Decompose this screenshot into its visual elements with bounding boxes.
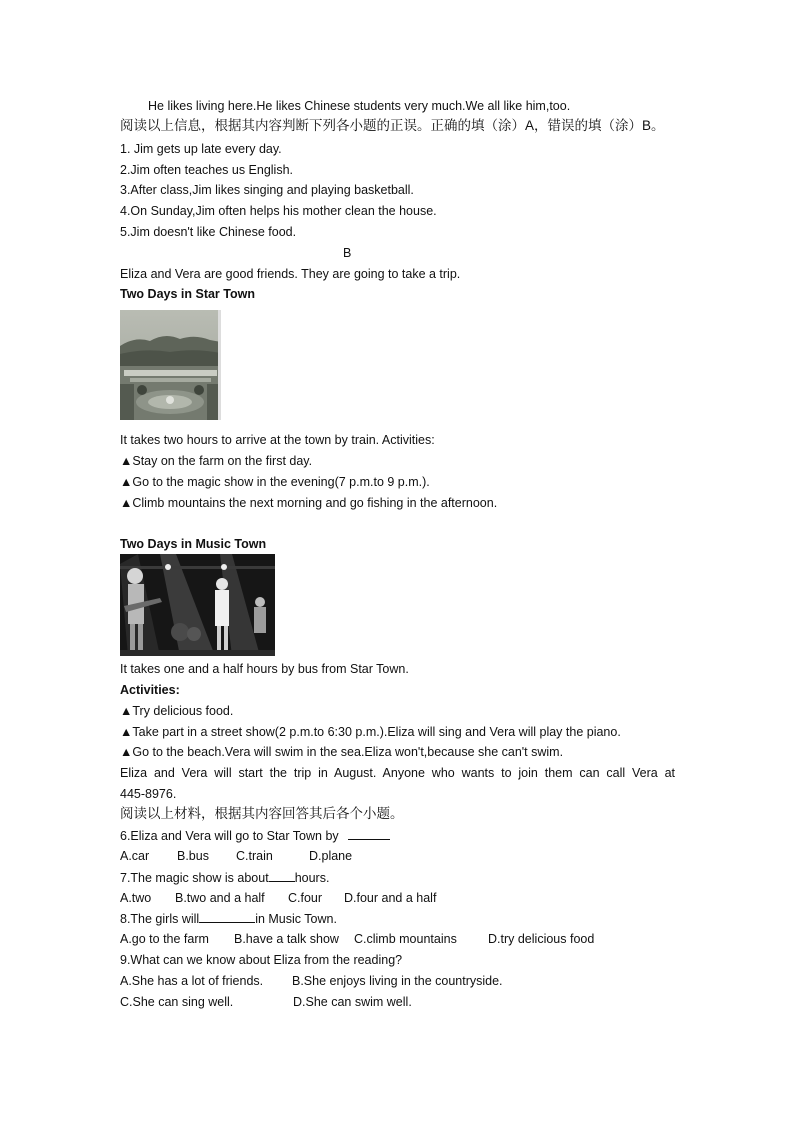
q6-option-a: A.car [120, 849, 150, 863]
q6-option-d: D.plane [309, 849, 353, 863]
music-town-travel: It takes one and a half hours by bus from Star Town. [120, 662, 409, 676]
instruction-answer: 阅读以上材料，根据其内容回答其后各个小题。 [120, 806, 404, 821]
statement-4: 4.On Sunday,Jim often helps his mother clean the house. [120, 204, 437, 218]
q9-option-d: D.She can swim well. [293, 995, 412, 1009]
q8-option-a: A.go to the farm [120, 932, 209, 946]
question-8-stem: 8.The girls will [120, 912, 200, 926]
q8-option-d: D.try delicious food [488, 932, 595, 946]
q7-option-d: D.four and a half [344, 891, 437, 905]
statement-1: 1. Jim gets up late every day. [120, 142, 282, 156]
music-town-activity-2: ▲Take part in a street show(2 p.m.to 6:30 p.m.).Eliza will sing and Vera will play the piano. [120, 725, 621, 739]
intro-line: He likes living here.He likes Chinese students very much.We all like him,too. [148, 99, 571, 113]
statement-5: 5.Jim doesn't like Chinese food. [120, 225, 297, 239]
music-town-activity-1: ▲Try delicious food. [120, 704, 234, 718]
star-town-photo [120, 310, 221, 420]
q9-option-b: B.She enjoys living in the countryside. [292, 974, 503, 988]
music-town-photo [120, 554, 275, 656]
star-town-travel: It takes two hours to arrive at the town by train. Activities: [120, 433, 435, 447]
question-9: 9.What can we know about Eliza from the reading? [120, 953, 403, 967]
section-b-intro: Eliza and Vera are good friends. They are going to take a trip. [120, 267, 461, 281]
star-town-activity-2: ▲Go to the magic show in the evening(7 p.m.to 9 p.m.). [120, 475, 430, 489]
question-8-stem-end: in Music Town. [255, 912, 337, 926]
question-7-stem: 7.The magic show is about [120, 871, 269, 885]
question-8 [120, 910, 337, 927]
answer-blank-6 [348, 827, 390, 840]
star-town-title: Two Days in Star Town [120, 287, 255, 301]
star-town-activity-3: ▲Climb mountains the next morning and go fishing in the afternoon. [120, 496, 498, 510]
q7-option-b: B.two and a half [175, 891, 265, 905]
question-6-stem: 6.Eliza and Vera will go to Star Town by [120, 829, 339, 843]
closing-line-1: Eliza and Vera will start the trip in August. Anyone who wants to join them can call Vera at [120, 766, 675, 780]
q8-option-b: B.have a talk show [234, 932, 339, 946]
section-b-label: B [343, 246, 352, 260]
star-town-activity-1: ▲Stay on the farm on the first day. [120, 454, 313, 468]
answer-blank-7 [269, 869, 295, 882]
music-town-activity-3: ▲Go to the beach.Vera will swim in the sea.Eliza won't,because she can't swim. [120, 745, 564, 759]
q6-option-b: B.bus [177, 849, 209, 863]
q9-option-a: A.She has a lot of friends. [120, 974, 264, 988]
answer-blank-8 [199, 910, 255, 923]
question-7 [120, 869, 329, 886]
statement-3: 3.After class,Jim likes singing and playing basketball. [120, 183, 414, 197]
q8-option-c: C.climb mountains [354, 932, 457, 946]
question-7-stem-end: hours. [294, 871, 330, 885]
closing-line-2: 445-8976. [120, 787, 177, 801]
statement-2: 2.Jim often teaches us English. [120, 163, 294, 177]
q7-option-a: A.two [120, 891, 152, 905]
music-town-activities-label: Activities: [120, 683, 180, 697]
q7-option-c: C.four [288, 891, 323, 905]
question-6 [120, 827, 390, 844]
instruction-true-false: 阅读以上信息，根据其内容判断下列各小题的正误。正确的填（涂）A，错误的填（涂）B。 [120, 118, 665, 133]
q6-option-c: C.train [236, 849, 273, 863]
music-town-title: Two Days in Music Town [120, 537, 267, 551]
q9-option-c: C.She can sing well. [120, 995, 234, 1009]
